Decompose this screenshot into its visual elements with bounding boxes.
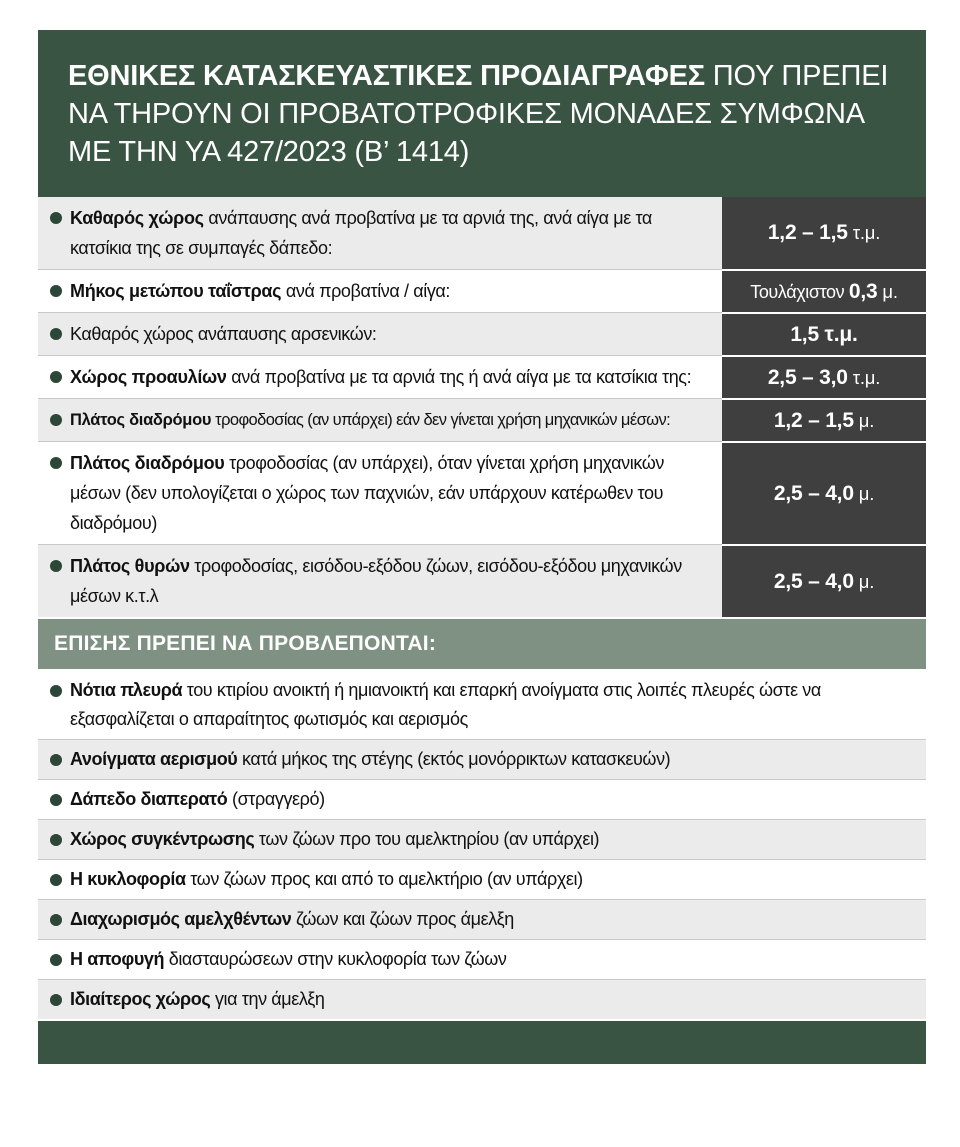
bullet-icon [50,414,62,426]
spec-text [70,448,706,538]
spec-text-lead: Πλάτος διαδρόμου [70,411,212,429]
checklist-text-rest: (στραγγερό) [227,789,325,809]
spec-value [768,221,880,245]
checklist-item [38,979,926,1019]
checklist-text-lead: Ιδιαίτερος χώρος [70,989,211,1009]
spec-value-cell [722,544,926,617]
checklist-text-rest: κατά μήκος της στέγης (εκτός μονόρρικτων κατασκευών) [237,749,671,769]
page-title-rest: ΠΟΥ ΠΡΕΠΕΙ ΝΑ ΤΗΡΟΥΝ ΟΙ ΠΡΟΒΑΤΟΤΡΟΦΙΚΕΣ ΜΟΝΑΔΕΣ ΣΥΜΦΩΝΑ ΜΕ ΤΗΝ ΥΑ 427/2023 (Β’ 1414) [68,60,889,168]
checklist-text [70,985,910,1014]
checklist-text-lead: Δάπεδο διαπερατό [70,789,228,809]
spec-text-rest: ανάπαυσης ανά προβατίνα με τα αρνιά της, ανά αίγα με τα κατσίκια της σε συμπαγές δάπεδο: [70,208,652,258]
checklist-text [70,945,910,974]
spec-value-cell [722,398,926,441]
bullet-icon [50,754,62,766]
spec-text [70,551,706,611]
spec-text-lead: Καθαρός χώρος [70,208,204,228]
bullet-icon [50,560,62,572]
spec-value-number: 0,3 [848,279,878,303]
spec-text-cell [38,269,722,312]
bullet-icon [50,212,62,224]
bullet-icon [50,874,62,886]
spec-value-unit: μ. [877,280,898,302]
checklist-text-rest: των ζώων προ του αμελκτηρίου (αν υπάρχει) [254,829,600,849]
spec-text-cell [38,355,722,398]
spec-text-lead: Μήκος μετώπου ταΐστρας [70,281,282,301]
checklist-text-lead: Διαχωρισμός αμελχθέντων [70,909,292,929]
spec-row [38,441,926,544]
spec-text-cell [38,312,722,355]
checklist-text-rest: ζώων και ζώων προς άμελξη [291,909,514,929]
bullet-icon [50,328,62,340]
checklist-item [38,671,926,739]
spec-text [70,319,706,349]
bullet-icon [50,914,62,926]
bullet-icon [50,685,62,697]
spec-text [70,405,706,435]
spec-value-number: 1,2 – 1,5 [767,221,848,244]
spec-value-cell [722,197,926,269]
checklist-item [38,939,926,979]
checklist-text-lead: Χώρος συγκέντρωσης [70,829,255,849]
spec-text [70,362,706,392]
checklist-text-rest: του κτιρίου ανοικτή ή ημιανοικτή και επαρκή ανοίγματα στις λοιπές πλευρές ώστε να εξασφαλίζεται ο απαραίτητος φωτισμός και αερισμός [70,680,821,729]
spec-value-cell [722,312,926,355]
section-heading: ΕΠΙΣΗΣ ΠΡΕΠΕΙ ΝΑ ΠΡΟΒΛΕΠΟΝΤΑΙ: [38,619,926,669]
spec-value-cell [722,441,926,544]
spec-row [38,544,926,617]
spec-row [38,312,926,355]
spec-text-cell [38,398,722,441]
checklist-text-rest: των ζώων προς και από το αμελκτήριο (αν υπάρχει) [185,869,583,889]
checklist-item [38,899,926,939]
checklist-text-lead: Η κυκλοφορία [70,869,186,889]
checklist-text [70,905,910,934]
spec-value [750,280,898,304]
bullet-icon [50,285,62,297]
spec-text-rest: ανά προβατίνα / αίγα: [281,281,451,301]
spec-value-unit: τ.μ. [847,222,881,243]
checklist-item [38,859,926,899]
infographic-page [38,30,926,1064]
bullet-icon [50,794,62,806]
checklist-text [70,865,910,894]
footer-bar [38,1021,926,1064]
spec-text-cell [38,197,722,269]
spec-text-rest: ανά προβατίνα με τα αρνιά της ή ανά αίγα με τα κατσίκια της: [226,367,692,387]
spec-text-lead: Πλάτος διαδρόμου [70,453,225,473]
spec-value-number: 2,5 – 4,0 [773,481,854,505]
spec-value [774,570,874,594]
spec-row [38,197,926,269]
checklist-text-rest: διασταυρώσεων στην κυκλοφορία των ζώων [164,949,507,969]
spec-value-unit: μ. [853,409,875,431]
page-title-emphasis: ΕΘΝΙΚΕΣ ΚΑΤΑΣΚΕΥΑΣΤΙΚΕΣ ΠΡΟΔΙΑΓΡΑΦΕΣ [68,60,705,92]
spec-text-cell [38,441,722,544]
spec-value-unit: τ.μ. [847,366,881,388]
spec-text-rest: τροφοδοσίας (αν υπάρχει) εάν δεν γίνεται χρήση μηχανικών μέσων: [211,411,671,429]
checklist-text [70,676,910,734]
checklist [38,671,926,1019]
spec-value-number: 1,2 – 1,5 [773,408,854,432]
spec-row [38,269,926,312]
spec-value-cell [722,269,926,312]
spec-value [768,366,880,390]
spec-value-number: 2,5 – 4,0 [773,569,854,593]
spec-text-rest: τροφοδοσίας (αν υπάρχει), όταν γίνεται χρήση μηχανικών μέσων (δεν υπολογίζεται ο χώρος των παχνιών, εάν υπάρχουν κατέρωθεν του διαδρόμου) [70,453,664,533]
bullet-icon [50,994,62,1006]
bullet-icon [50,371,62,383]
spec-row [38,355,926,398]
checklist-text-lead: Η αποφυγή [70,949,165,969]
spec-text [70,203,706,263]
checklist-item [38,819,926,859]
spec-text-rest: τροφοδοσίας, εισόδου-εξόδου ζώων, εισόδου-εξόδου μηχανικών μέσων κ.τ.λ [70,556,682,606]
checklist-text-lead: Ανοίγματα αερισμού [70,749,238,769]
spec-text-lead: Πλάτος θυρών [70,556,190,576]
checklist-text-lead: Νότια πλευρά [70,680,183,700]
bullet-icon [50,834,62,846]
spec-table [38,197,926,617]
spec-value-unit: μ. [853,570,875,592]
checklist-item [38,779,926,819]
checklist-item [38,739,926,779]
page-header [38,30,926,197]
spec-text [70,276,706,306]
spec-value-unit: μ. [853,482,875,504]
bullet-icon [50,457,62,469]
spec-text-lead: Χώρος προαυλίων [70,367,227,387]
spec-value [774,482,874,506]
spec-text-rest: Καθαρός χώρος ανάπαυσης αρσενικών: [70,324,377,344]
spec-value [790,323,857,347]
checklist-text [70,785,910,814]
spec-value-prefix: Τουλάχιστον [750,281,849,302]
checklist-text-rest: για την άμελξη [210,989,325,1009]
spec-value [774,409,874,433]
spec-row [38,398,926,441]
spec-value-cell [722,355,926,398]
bullet-icon [50,954,62,966]
spec-value-number: 1,5 τ.μ. [790,322,858,346]
checklist-text [70,745,910,774]
checklist-text [70,825,910,854]
page-title [68,57,896,171]
spec-text-cell [38,544,722,617]
spec-value-number: 2,5 – 3,0 [767,365,848,389]
